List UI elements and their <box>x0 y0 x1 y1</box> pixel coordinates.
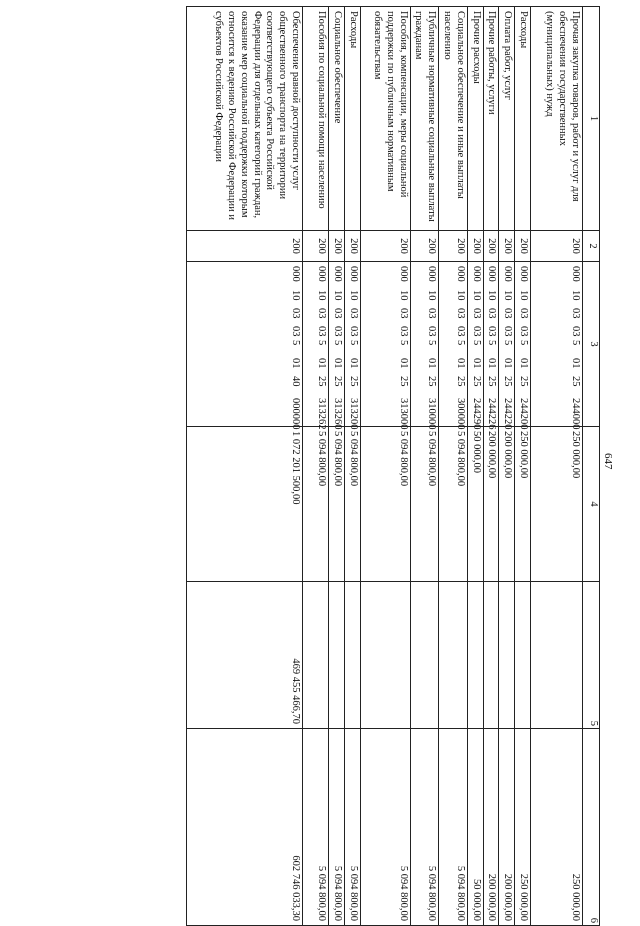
row-name: Расходы <box>515 7 531 231</box>
row-name: Пособия, компенсации, меры социальной поддержки по публичным нормативным обязательствам <box>360 7 410 231</box>
row-approved-amount: 50 000,00 <box>467 427 483 582</box>
budget-code-part: 03 <box>316 326 328 337</box>
row-line-code: 200 <box>439 231 468 262</box>
budget-code-part: 01 <box>331 358 343 369</box>
budget-code-part: 25 <box>316 376 328 387</box>
column-header: 3 <box>583 262 600 427</box>
row-approved-amount: 5 094 800,00 <box>360 427 410 582</box>
budget-code-part: 03 <box>397 326 409 337</box>
row-line-code: 200 <box>531 231 583 262</box>
budget-code-part: 03 <box>347 326 359 337</box>
row-approved-amount: 5 094 800,00 <box>329 427 345 582</box>
row-unexecuted-amount: 250 000,00 <box>531 729 583 926</box>
budget-code-part: 200 <box>518 413 529 430</box>
budget-code-part: 313 <box>397 398 409 414</box>
budget-code-part: 200 <box>347 413 359 430</box>
row-unexecuted-amount: 50 000,00 <box>467 729 483 926</box>
budget-code-part: 5 <box>486 340 498 346</box>
budget-code-part: 5 <box>397 340 409 346</box>
row-unexecuted-amount: 250 000,00 <box>515 729 531 926</box>
row-executed-amount: 469 455 466,70 <box>187 582 303 729</box>
row-budget-code <box>515 262 531 430</box>
row-line-code: 200 <box>187 231 303 262</box>
budget-code-part: 01 <box>470 358 482 369</box>
column-header: 5 <box>583 582 600 729</box>
row-unexecuted-amount: 200 000,00 <box>483 729 499 926</box>
budget-code-part: 313 <box>316 398 328 414</box>
budget-code-part: 10 <box>316 290 328 301</box>
row-approved-amount: 200 000,00 <box>499 427 515 582</box>
row-executed-amount <box>329 582 345 729</box>
row-name: Оплата работ, услуг <box>499 7 515 231</box>
row-unexecuted-amount: 5 094 800,00 <box>344 729 360 926</box>
budget-code-part: 03 <box>290 326 302 337</box>
budget-code-part: 25 <box>454 376 466 387</box>
row-approved-amount: 200 000,00 <box>483 427 499 582</box>
row-budget-code <box>329 262 345 430</box>
budget-code-part: 000 <box>331 266 343 282</box>
budget-code-part: 260 <box>331 413 343 430</box>
row-name: Обеспечение равной доступности услуг общественного транспорта на территории соответствующего субъекта Российской Федерации для отдельных категорий граждан, оказание мер социальной поддержки которым относится к ведению Российской Федерации и субъектов Российской Федерации <box>187 7 303 231</box>
budget-code-part: 03 <box>486 326 498 337</box>
row-approved-amount: 1 072 201 500,00 <box>187 427 303 582</box>
budget-code-part: 25 <box>502 376 514 387</box>
row-approved-amount: 5 094 800,00 <box>439 427 468 582</box>
budget-code-part: 03 <box>502 326 514 337</box>
row-approved-amount: 250 000,00 <box>515 427 531 582</box>
budget-code-part: 01 <box>454 358 466 369</box>
budget-code-part: 10 <box>486 290 498 301</box>
budget-code-part: 000 <box>290 398 302 414</box>
column-header: 6 <box>583 729 600 926</box>
budget-code-part: 5 <box>470 340 482 346</box>
budget-code-part: 25 <box>347 376 359 387</box>
budget-code-part: 25 <box>470 376 482 387</box>
header-row <box>583 7 600 926</box>
budget-code-part: 03 <box>486 308 498 319</box>
row-budget-code <box>303 262 329 430</box>
budget-code-part: 244 <box>502 398 514 414</box>
budget-code-part: 10 <box>347 290 359 301</box>
budget-code-part: 5 <box>502 340 514 346</box>
budget-code-part: 000 <box>290 413 302 430</box>
row-name: Социальное обеспечение и иные выплаты населению <box>439 7 468 231</box>
row-line-code: 200 <box>360 231 410 262</box>
budget-code-part: 000 <box>570 266 581 282</box>
budget-code-part: 5 <box>331 340 343 346</box>
budget-code-part: 244 <box>518 398 529 414</box>
budget-code-part: 313 <box>347 398 359 414</box>
budget-code-part: 244 <box>486 398 498 414</box>
budget-code-part: 000 <box>426 266 438 282</box>
table-row <box>499 7 515 926</box>
budget-code-part: 290 <box>470 413 482 430</box>
row-executed-amount <box>410 582 439 729</box>
budget-code-part: 03 <box>570 308 581 319</box>
budget-code-part: 25 <box>518 376 529 387</box>
row-budget-code <box>439 262 468 430</box>
budget-code-part: 03 <box>331 326 343 337</box>
column-header: 4 <box>583 427 600 582</box>
row-unexecuted-amount: 5 094 800,00 <box>439 729 468 926</box>
budget-code-part: 10 <box>470 290 482 301</box>
budget-code-part: 5 <box>570 340 581 346</box>
budget-code-part: 01 <box>518 358 529 369</box>
row-budget-code <box>410 262 439 430</box>
row-unexecuted-amount: 5 094 800,00 <box>360 729 410 926</box>
budget-code-part: 244 <box>570 398 581 414</box>
budget-code-part: 226 <box>486 413 498 430</box>
row-name: Прочая закупка товаров, работ и услуг для обеспечения государственных (муниципальных) нужд <box>531 7 583 231</box>
row-executed-amount <box>483 582 499 729</box>
budget-code-part: 40 <box>290 376 302 387</box>
budget-code-part: 000 <box>397 413 409 430</box>
row-executed-amount <box>531 582 583 729</box>
row-line-code: 200 <box>483 231 499 262</box>
budget-code-part: 01 <box>397 358 409 369</box>
budget-code-part: 01 <box>347 358 359 369</box>
budget-code-part: 25 <box>486 376 498 387</box>
row-name: Пособия по социальной помощи населению <box>303 7 329 231</box>
budget-code-part: 03 <box>454 326 466 337</box>
budget-code-part: 01 <box>290 358 302 369</box>
row-name: Социальное обеспечение <box>329 7 345 231</box>
row-name: Публичные нормативные социальные выплаты гражданам <box>410 7 439 231</box>
table-row <box>360 7 410 926</box>
budget-code-part: 000 <box>486 266 498 282</box>
budget-code-part: 03 <box>331 308 343 319</box>
row-budget-code <box>467 262 483 430</box>
row-line-code: 200 <box>410 231 439 262</box>
budget-code-part: 03 <box>570 326 581 337</box>
budget-code-part: 03 <box>426 326 438 337</box>
budget-code-part: 03 <box>316 308 328 319</box>
budget-code-part: 5 <box>454 340 466 346</box>
budget-code-part: 10 <box>454 290 466 301</box>
budget-code-part: 5 <box>316 340 328 346</box>
row-approved-amount: 5 094 800,00 <box>410 427 439 582</box>
row-budget-code <box>344 262 360 430</box>
row-executed-amount <box>360 582 410 729</box>
budget-code-part: 000 <box>347 266 359 282</box>
table-row <box>410 7 439 926</box>
budget-code-part: 000 <box>316 266 328 282</box>
budget-code-part: 10 <box>290 290 302 301</box>
budget-code-part: 03 <box>397 308 409 319</box>
budget-code-part: 01 <box>316 358 328 369</box>
budget-code-part: 5 <box>426 340 438 346</box>
table-row <box>483 7 499 926</box>
budget-code-part: 01 <box>486 358 498 369</box>
budget-code-part: 03 <box>426 308 438 319</box>
row-unexecuted-amount: 602 746 033,30 <box>187 729 303 926</box>
budget-code-part: 01 <box>502 358 514 369</box>
budget-code-part: 03 <box>518 308 529 319</box>
row-line-code: 200 <box>499 231 515 262</box>
row-approved-amount: 5 094 800,00 <box>344 427 360 582</box>
table-row <box>344 7 360 926</box>
budget-code-part: 310 <box>426 398 438 414</box>
budget-code-part: 000 <box>502 266 514 282</box>
row-executed-amount <box>467 582 483 729</box>
row-executed-amount <box>344 582 360 729</box>
row-unexecuted-amount: 5 094 800,00 <box>329 729 345 926</box>
budget-table <box>186 6 600 926</box>
budget-code-part: 000 <box>454 266 466 282</box>
row-line-code: 200 <box>329 231 345 262</box>
row-line-code: 200 <box>303 231 329 262</box>
row-line-code: 200 <box>515 231 531 262</box>
row-budget-code <box>483 262 499 430</box>
budget-code-part: 000 <box>426 413 438 430</box>
row-executed-amount <box>515 582 531 729</box>
row-executed-amount <box>303 582 329 729</box>
budget-code-part: 03 <box>290 308 302 319</box>
budget-code-part: 300 <box>454 398 466 414</box>
budget-code-part: 000 <box>397 266 409 282</box>
row-budget-code <box>360 262 410 430</box>
table-row <box>439 7 468 926</box>
budget-code-part: 5 <box>347 340 359 346</box>
row-unexecuted-amount: 200 000,00 <box>499 729 515 926</box>
budget-code-part: 313 <box>331 398 343 414</box>
row-name: Расходы <box>344 7 360 231</box>
budget-code-part: 10 <box>426 290 438 301</box>
row-approved-amount: 5 094 800,00 <box>303 427 329 582</box>
row-executed-amount <box>439 582 468 729</box>
budget-code-part: 000 <box>570 413 581 430</box>
row-budget-code <box>531 262 583 430</box>
budget-code-part: 000 <box>454 413 466 430</box>
column-header: 1 <box>583 7 600 231</box>
budget-code-part: 03 <box>454 308 466 319</box>
budget-code-part: 5 <box>290 340 302 346</box>
budget-code-part: 03 <box>470 326 482 337</box>
table-row <box>303 7 329 926</box>
row-unexecuted-amount: 5 094 800,00 <box>303 729 329 926</box>
column-header: 2 <box>583 231 600 262</box>
row-approved-amount: 250 000,00 <box>531 427 583 582</box>
budget-code-part: 10 <box>570 290 581 301</box>
table-row <box>515 7 531 926</box>
table-row <box>187 7 303 926</box>
budget-code-part: 10 <box>502 290 514 301</box>
budget-code-part: 01 <box>570 358 581 369</box>
budget-code-part: 000 <box>290 266 302 282</box>
page-number: 647 <box>602 453 614 470</box>
row-line-code: 200 <box>344 231 360 262</box>
table-row <box>329 7 345 926</box>
budget-code-part: 01 <box>426 358 438 369</box>
row-executed-amount <box>499 582 515 729</box>
rotated-table-container <box>86 6 600 923</box>
budget-code-part: 25 <box>331 376 343 387</box>
row-budget-code <box>187 262 303 430</box>
budget-code-part: 262 <box>316 413 328 430</box>
table-row <box>531 7 583 926</box>
budget-code-part: 5 <box>518 340 529 346</box>
budget-code-part: 03 <box>470 308 482 319</box>
budget-code-part: 220 <box>502 413 514 430</box>
budget-code-part: 03 <box>518 326 529 337</box>
budget-code-part: 000 <box>518 266 529 282</box>
row-name: Прочие расходы <box>467 7 483 231</box>
budget-code-part: 25 <box>570 376 581 387</box>
row-unexecuted-amount: 5 094 800,00 <box>410 729 439 926</box>
budget-code-part: 25 <box>397 376 409 387</box>
budget-code-part: 244 <box>470 398 482 414</box>
budget-code-part: 000 <box>470 266 482 282</box>
row-name: Прочие работы, услуги <box>483 7 499 231</box>
budget-code-part: 10 <box>331 290 343 301</box>
budget-code-part: 25 <box>426 376 438 387</box>
row-line-code: 200 <box>467 231 483 262</box>
budget-code-part: 10 <box>397 290 409 301</box>
table-row <box>467 7 483 926</box>
budget-code-part: 03 <box>347 308 359 319</box>
row-budget-code <box>499 262 515 430</box>
budget-code-part: 10 <box>518 290 529 301</box>
budget-code-part: 03 <box>502 308 514 319</box>
